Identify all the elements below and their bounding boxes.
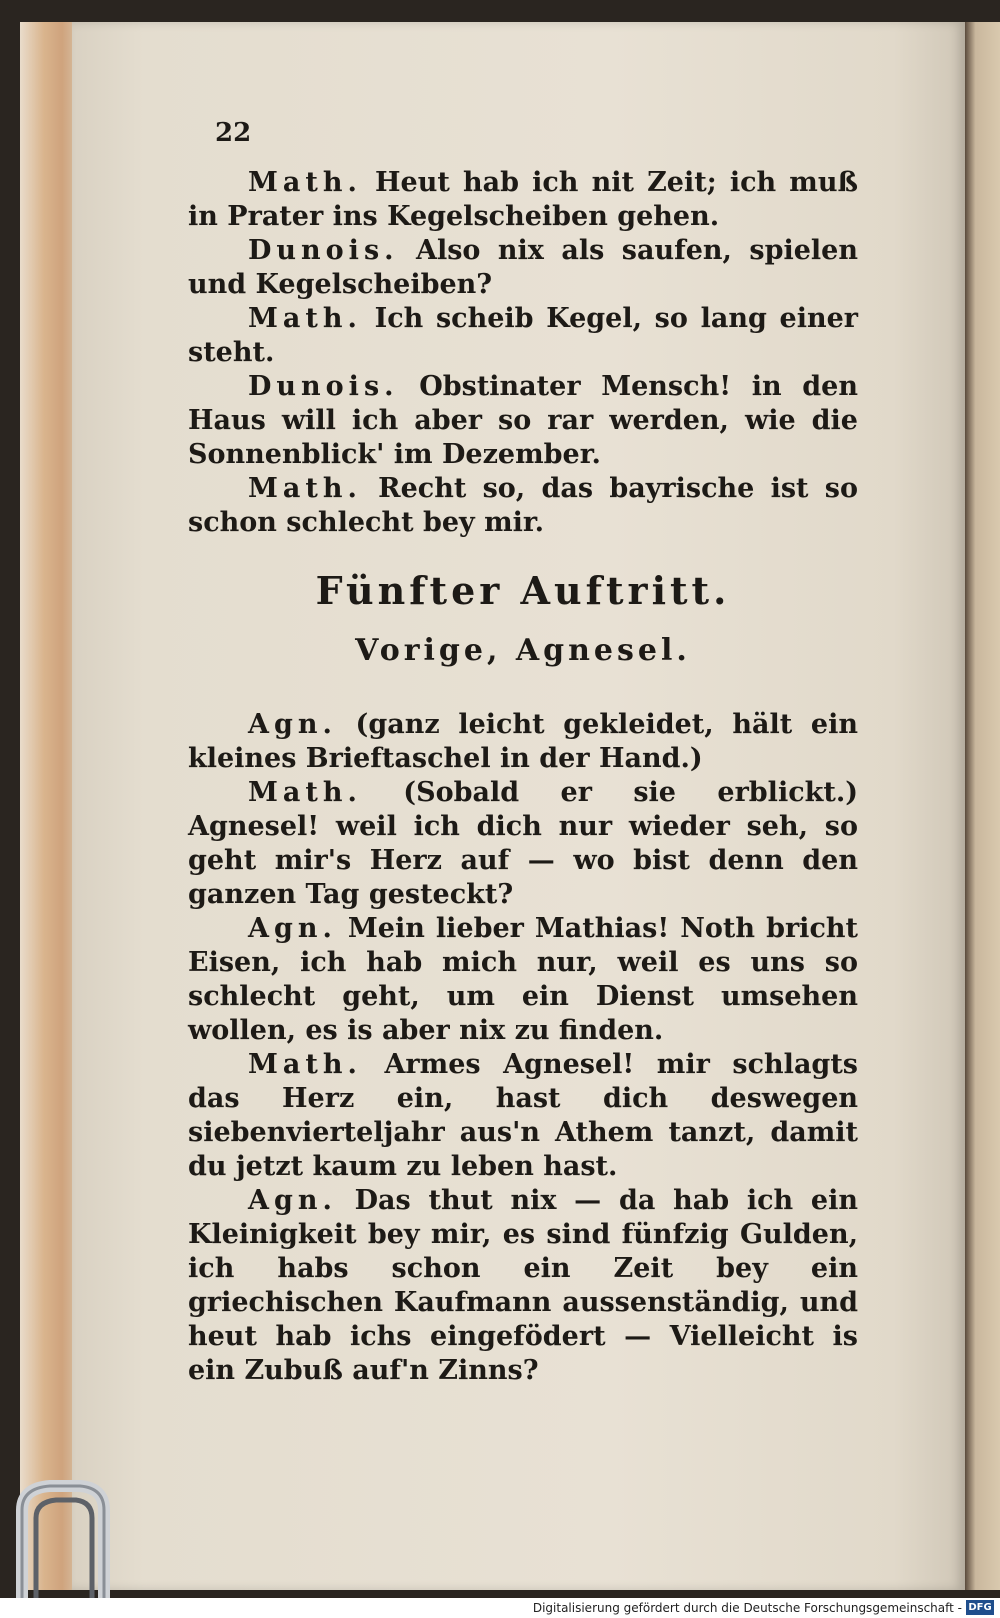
scene-title: Fünfter Auftritt.	[315, 568, 731, 613]
line-text: Ich scheib Kegel, so lang einer steht.	[188, 303, 858, 368]
speaker-name: Agn.	[248, 709, 337, 740]
dialogue-line	[188, 302, 858, 370]
speaker-name: Agn.	[248, 913, 337, 944]
dialogue-line	[188, 1184, 858, 1388]
speaker-name: Math.	[248, 1049, 362, 1080]
book-page-edges	[20, 22, 80, 1590]
footer-text: Digitalisierung gefördert durch die Deutsche Forschungsgemeinschaft -	[532, 1601, 962, 1615]
line-text: Obstinater Mensch! in den Haus will ich aber so rar werden, wie die Sonnenblick' im Dezember.	[188, 371, 858, 470]
dialogue-line	[188, 370, 858, 472]
line-text: Heut hab ich nit Zeit; ich muß in Prater ins Kegelscheiben gehen.	[188, 167, 858, 232]
line-text: (ganz leicht gekleidet, hält ein kleines Brieftaschel in der Hand.)	[188, 709, 858, 774]
line-text: (Sobald er sie erblickt.) Agnesel! weil ich dich nur wieder seh, so geht mir's Herz auf — wo bist denn den ganzen Tag gesteckt?	[188, 777, 858, 910]
scene-persons: Vorige, Agnesel.	[355, 633, 691, 668]
page-number: 22	[215, 118, 252, 148]
line-text: Also nix als saufen, spielen und Kegelscheiben?	[188, 235, 858, 300]
speaker-name: Agn.	[248, 1185, 337, 1216]
binder-clip-icon	[0, 1470, 120, 1598]
speaker-name: Math.	[248, 473, 362, 504]
footer-bar	[0, 1598, 1000, 1618]
dialogue-line	[188, 1048, 858, 1184]
dfg-logo: DFG	[966, 1600, 994, 1615]
page-text	[188, 108, 858, 1388]
speaker-name: Math.	[248, 167, 362, 198]
speaker-name: Math.	[248, 777, 362, 808]
line-text: Armes Agnesel! mir schlagts das Herz ein, hast dich deswegen siebenvierteljahr aus'n Athem tanzt, damit du jetzt kaum zu leben hast.	[188, 1049, 858, 1182]
line-text: Mein lieber Mathias! Noth bricht Eisen, ich hab mich nur, weil es uns so schlecht geht, um ein Dienst umsehen wollen, es is aber nix zu finden.	[188, 913, 858, 1046]
speaker-name: Dunois.	[248, 371, 399, 402]
dialogue-line	[188, 776, 858, 912]
speaker-name: Math.	[248, 303, 362, 334]
facing-page-edge	[965, 22, 1000, 1590]
line-text: Das thut nix — da hab ich ein Kleinigkeit bey mir, es sind fünfzig Gulden, ich habs schon ein Zeit bey ein griechischen Kaufmann aussenständig, und heut hab ichs eingefödert — Vielleicht is ein Zubuß auf'n Zinns?	[188, 1185, 858, 1386]
dialogue-line	[188, 234, 858, 302]
dialogue-line	[188, 472, 858, 540]
dialogue-line	[188, 166, 858, 234]
dialogue-line	[188, 912, 858, 1048]
stage-direction	[188, 708, 858, 776]
speaker-name: Dunois.	[248, 235, 399, 266]
line-text: Recht so, das bayrische ist so schon schlecht bey mir.	[188, 473, 858, 538]
